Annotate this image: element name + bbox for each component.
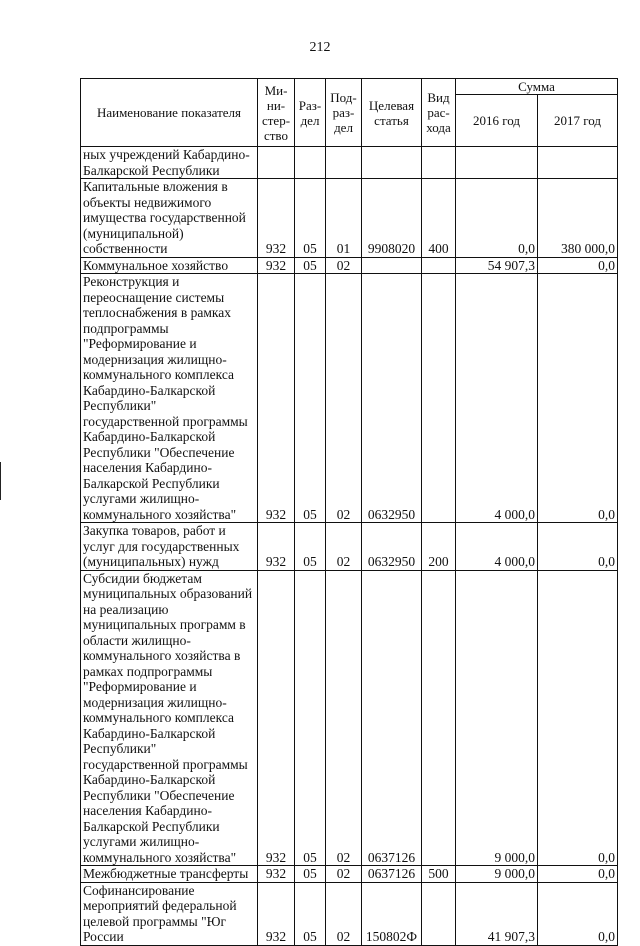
page-number: 212 — [309, 40, 331, 55]
cell-name: Софинансирование мероприятий федеральной целевой программы "Юг России — [81, 882, 258, 945]
cell-name: Коммунальное хозяйство — [81, 257, 258, 274]
cell-target-article: 0637126 — [362, 866, 422, 883]
cell-target-article: 9908020 — [362, 179, 422, 258]
cell-2017: 0,0 — [538, 882, 618, 945]
table-row — [81, 274, 618, 523]
cell-subsection: 02 — [326, 570, 362, 866]
cell-name: Закупка товаров, работ и услуг для государственных (муниципальных) нужд — [81, 523, 258, 571]
cell-subsection: 02 — [326, 274, 362, 523]
cell-target-article — [362, 257, 422, 274]
header-expense-type: Вид рас-хода — [422, 79, 456, 147]
cell-expense-type — [422, 147, 456, 179]
margin-mark — [0, 462, 1, 500]
cell-expense-type: 200 — [422, 523, 456, 571]
cell-target-article — [362, 147, 422, 179]
cell-target-article: 0632950 — [362, 523, 422, 571]
cell-name: Межбюджетные трансферты — [81, 866, 258, 883]
cell-expense-type — [422, 570, 456, 866]
cell-name: Реконструкция и переоснащение системы теплоснабжения в рамках подпрограммы "Реформирование и модернизация жилищно-коммунального комплекса Кабардино-Балкарской Республики" государственной программы Кабардино-Балкарской Республики "Обеспечение населения Кабардино-Балкарской Республики услугами жилищно-коммунального хозяйства" — [81, 274, 258, 523]
cell-2016: 4 000,0 — [456, 274, 538, 523]
table-row — [81, 882, 618, 945]
cell-subsection: 02 — [326, 882, 362, 945]
cell-target-article: 150802Ф — [362, 882, 422, 945]
cell-2017: 0,0 — [538, 257, 618, 274]
cell-name: Капитальные вложения в объекты недвижимого имущества государственной (муниципальной) собственности — [81, 179, 258, 258]
cell-section: 05 — [295, 570, 326, 866]
cell-2016: 0,0 — [456, 179, 538, 258]
cell-2017: 0,0 — [538, 523, 618, 571]
header-name: Наименование показателя — [81, 79, 258, 147]
cell-ministry: 932 — [258, 866, 295, 883]
cell-subsection: 02 — [326, 866, 362, 883]
cell-subsection — [326, 147, 362, 179]
cell-section: 05 — [295, 882, 326, 945]
cell-section: 05 — [295, 866, 326, 883]
cell-name: ных учреждений Кабардино-Балкарской Республики — [81, 147, 258, 179]
cell-section: 05 — [295, 179, 326, 258]
cell-target-article: 0632950 — [362, 274, 422, 523]
table-row — [81, 866, 618, 883]
cell-ministry: 932 — [258, 570, 295, 866]
cell-expense-type — [422, 257, 456, 274]
header-ministry: Ми-ни-стер-ство — [258, 79, 295, 147]
cell-2016 — [456, 147, 538, 179]
table-row — [81, 570, 618, 866]
cell-2016: 54 907,3 — [456, 257, 538, 274]
cell-2017 — [538, 147, 618, 179]
cell-expense-type — [422, 274, 456, 523]
header-section: Раз-дел — [295, 79, 326, 147]
header-year-2017: 2017 год — [538, 95, 618, 147]
cell-section: 05 — [295, 274, 326, 523]
cell-target-article: 0637126 — [362, 570, 422, 866]
cell-expense-type: 400 — [422, 179, 456, 258]
cell-2016: 9 000,0 — [456, 866, 538, 883]
cell-section — [295, 147, 326, 179]
budget-table — [80, 78, 618, 946]
header-sum: Сумма — [456, 79, 618, 95]
table-row — [81, 257, 618, 274]
cell-2016: 9 000,0 — [456, 570, 538, 866]
cell-section: 05 — [295, 523, 326, 571]
cell-2017: 0,0 — [538, 274, 618, 523]
table-row — [81, 147, 618, 179]
cell-expense-type: 500 — [422, 866, 456, 883]
header-year-2016: 2016 год — [456, 95, 538, 147]
header-target-article: Целевая статья — [362, 79, 422, 147]
table-row — [81, 179, 618, 258]
cell-subsection: 02 — [326, 257, 362, 274]
header-subsection: Под-раз-дел — [326, 79, 362, 147]
cell-2017: 0,0 — [538, 866, 618, 883]
cell-ministry: 932 — [258, 179, 295, 258]
cell-2017: 380 000,0 — [538, 179, 618, 258]
cell-section: 05 — [295, 257, 326, 274]
cell-subsection: 01 — [326, 179, 362, 258]
cell-ministry: 932 — [258, 274, 295, 523]
cell-name: Субсидии бюджетам муниципальных образований на реализацию муниципальных программ в области жилищно-коммунального хозяйства в рамках подпрограммы "Реформирование и модернизация жилищно-коммунального комплекса Кабардино-Балкарской Республики" государственной программы Кабардино-Балкарской Республики "Обеспечение населения Кабардино-Балкарской Республики услугами жилищно-коммунального хозяйства" — [81, 570, 258, 866]
cell-ministry: 932 — [258, 523, 295, 571]
cell-2017: 0,0 — [538, 570, 618, 866]
cell-2016: 4 000,0 — [456, 523, 538, 571]
cell-ministry — [258, 147, 295, 179]
cell-expense-type — [422, 882, 456, 945]
cell-subsection: 02 — [326, 523, 362, 571]
cell-ministry: 932 — [258, 882, 295, 945]
table-row — [81, 523, 618, 571]
cell-ministry: 932 — [258, 257, 295, 274]
cell-2016: 41 907,3 — [456, 882, 538, 945]
